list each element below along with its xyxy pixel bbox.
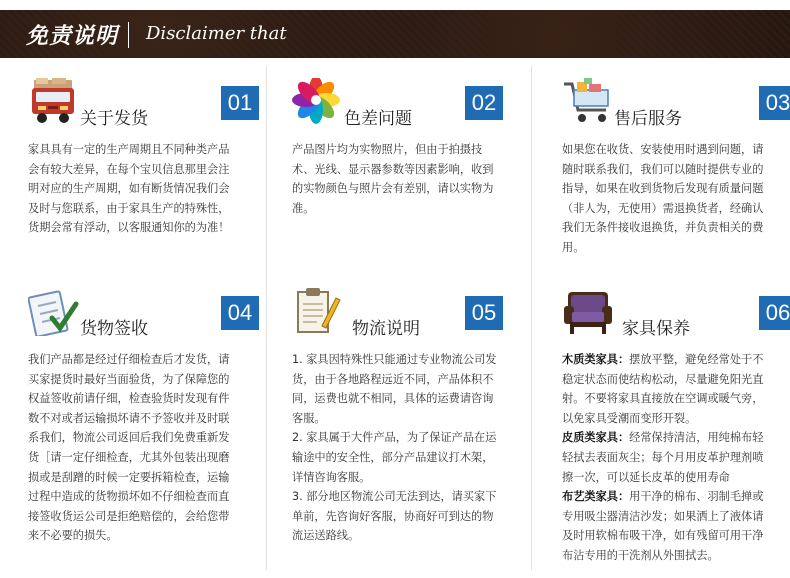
card-color-difference [292, 78, 537, 218]
card-title: 物流说明 [352, 319, 420, 339]
page-subtitle: Disclaimer that [146, 23, 287, 44]
care-label: 木质类家具： [562, 353, 630, 366]
delivery-truck-icon [28, 78, 80, 126]
card-text: 如果您在收货、安装使用时遇到问题，请随时联系我们，我们可以随时提供专业的指导，如果在收到货物后发现有质量问题（非人为，无使用）需退换货者，经确认我们无条件接收退换货，并负责相关的费用。 [562, 143, 764, 254]
card-after-sales [562, 78, 790, 258]
card-furniture-care [562, 288, 790, 566]
logistics-point: 1. 家具因特殊性只能通过专业物流公司发货，由于各地路程远近不同，产品体积不同，运费也就不相同，具体的运费请咨询客服。 [292, 353, 497, 425]
armchair-icon [562, 288, 614, 336]
shopping-cart-icon [562, 78, 614, 126]
card-number-badge: 04 [221, 296, 259, 330]
header-banner [0, 10, 790, 58]
logistics-point: 2. 家具属于大件产品，为了保证产品在运输途中的安全性，部分产品建议打木架，详情咨询客服。 [292, 431, 497, 484]
clipboard-check-icon [28, 288, 80, 336]
card-number-badge: 02 [465, 86, 503, 120]
title-divider [128, 22, 129, 48]
care-wood [562, 350, 772, 428]
care-leather [562, 428, 772, 487]
care-label: 皮质类家具： [562, 431, 630, 445]
card-title: 货物签收 [80, 319, 148, 339]
card-text [562, 350, 772, 566]
card-title: 家具保养 [622, 319, 690, 339]
card-number-badge: 01 [221, 86, 259, 120]
card-text: 我们产品都是经过仔细检查后才发货，请买家提货时最好当面验货，为了保障您的权益签收前请仔细，检查验货时发现有件数不对或者运输损坏请不予签收并及时联系我们，物流公司返回后我们免费重新发货［请一定仔细检查，尤其外包装出现磨损或是刮蹭的时候一定要拆箱检查，运输过程中造成的货物损坏如不仔细检查而直接签收货运公司是拒绝赔偿的，会给您带来不必要的损失。 [28, 353, 230, 543]
card-text: 家具具有一定的生产周期且不同种类产品会有较大差异，在每个宝贝信息那里会注明对应的生产周期，如有断货情况我们会及时与您联系，由于家具生产的特殊性，货期会常有浮动，以客服通知你的为准！ [28, 143, 230, 235]
card-logistics [292, 288, 537, 546]
card-title: 关于发货 [80, 109, 148, 129]
logistics-point: 3. 部分地区物流公司无法到达，请买家下单前，先咨询好客服，协商好可到达的物流运送路线。 [292, 490, 497, 543]
card-number-badge: 05 [465, 296, 503, 330]
card-number-badge: 06 [759, 296, 790, 330]
care-label: 布艺类家具： [562, 490, 630, 504]
card-text: 产品图片均为实物照片，但由于拍摄技术、光线、显示器参数等因素影响，收到的实物颜色与照片会有差别，请以实物为准。 [292, 143, 494, 215]
page-title: 免责说明 [26, 24, 119, 49]
care-text: 经常保持清洁，用纯棉布轻轻拭去表面灰尘；每个月用皮革护理剂喷擦一次，可以延长皮革的使用寿命 [562, 431, 764, 484]
color-wheel-icon [292, 78, 344, 126]
card-number-badge: 03 [759, 86, 790, 120]
care-fabric [562, 487, 772, 565]
card-title: 售后服务 [614, 109, 682, 129]
card-shipping [28, 78, 273, 238]
notepad-pencil-icon [292, 288, 344, 336]
card-receipt [28, 288, 273, 546]
care-text: 摆放平整，避免经常处于不稳定状态而使结构松动，尽量避免阳光直射。不要将家具直接放在空调或暖气旁，以免家具受潮而变形开裂。 [562, 353, 764, 425]
card-text [292, 350, 502, 546]
card-title: 色差问题 [344, 109, 412, 129]
care-text: 用干净的棉布、羽制毛掸或专用吸尘器清洁沙发；如果洒上了液体请及时用软棉布吸干净，如有残留可用干净布沾专用的干洗剂从外围拭去。 [562, 490, 764, 562]
